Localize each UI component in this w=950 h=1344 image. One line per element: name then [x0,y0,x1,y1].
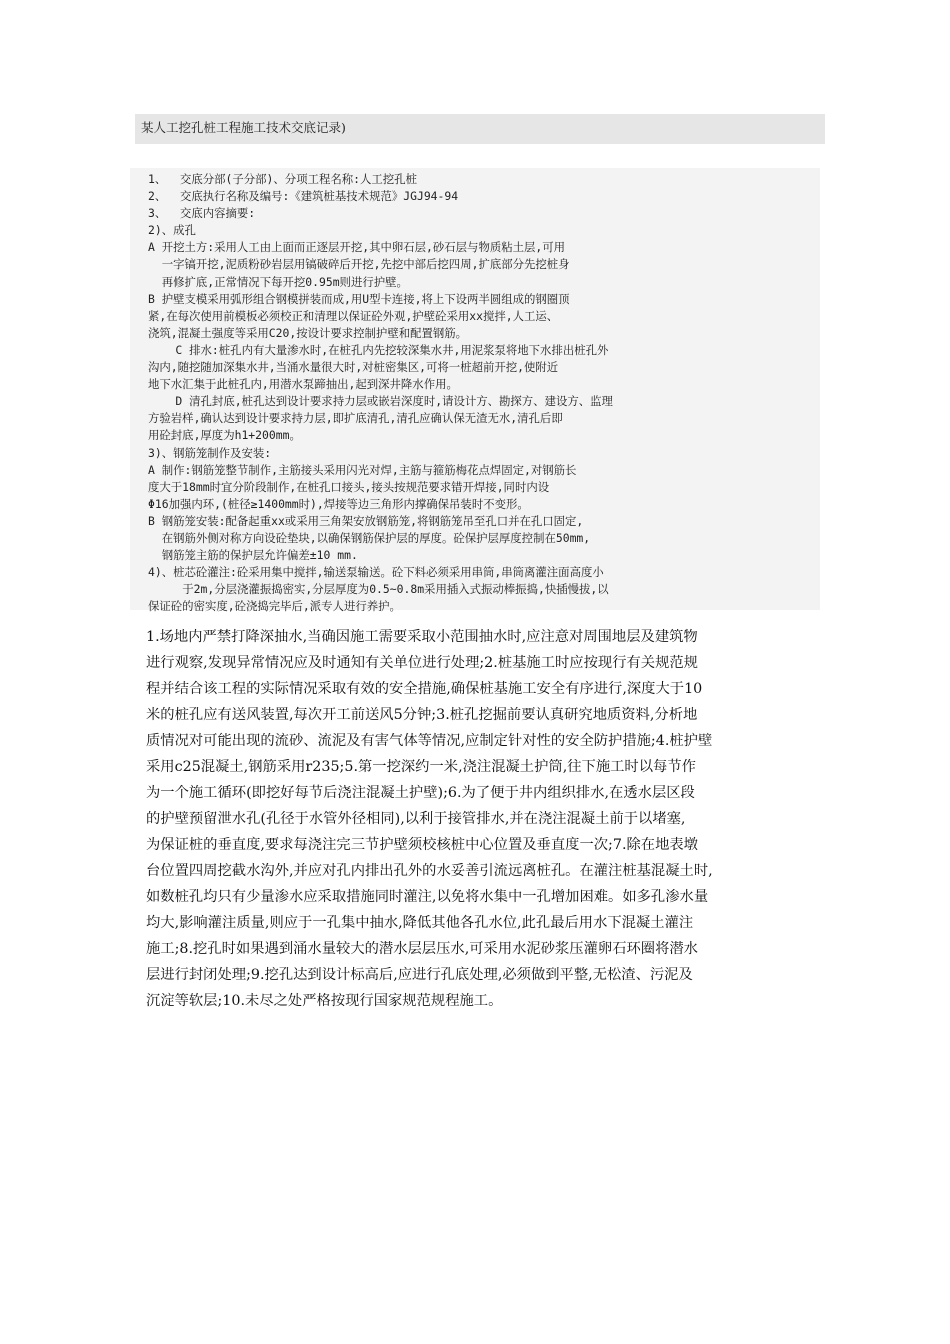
spec-line: 3、 交底内容摘要: [148,206,256,221]
paragraph-line: 程并结合该工程的实际情况采取有效的安全措施,确保桩基施工安全有序进行,深度大于10 [146,681,703,697]
paragraph-line: 如数桩孔均只有少量渗水应采取措施同时灌注,以免将水集中一孔增加困难。如多孔渗水量 [146,889,709,905]
spec-line: 一字镐开挖,泥质粉砂岩层用镐破碎后开挖,先挖中部后挖四周,扩底部分先挖桩身 [148,257,570,272]
spec-line: 3)、钢筋笼制作及安装: [148,445,272,460]
technical-disclosure-box [130,168,820,614]
paragraph-line: 为一个施工循环(即挖好每节后浇注混凝土护壁);6.为了便于井内组织排水,在透水层区段 [146,785,695,801]
spec-line: Φ16加强内环,(桩径≥1400mm时),焊接等边三角形内撑确保吊装时不变形。 [148,496,529,511]
spec-line: 4)、桩芯砼灌注:砼采用集中搅拌,输送泵输送。砼下料必须采用串筒,串筒离灌注面高度小 [148,565,604,580]
spec-line: 地下水汇集于此桩孔内,用潜水泵蹄抽出,起到深井降水作用。 [148,377,458,392]
spec-line: 钢筋笼主筋的保护层允许偏差±10 mm. [148,548,358,563]
paragraph-line: 层进行封闭处理;9.挖孔达到设计标高后,应进行孔底处理,必须做到平整,无松渣、污泥及 [146,967,693,983]
spec-line: B 钢筋笼安装:配备起重xx或采用三角架安放钢筋笼,将钢筋笼吊至孔口并在孔口固定, [148,513,584,528]
paragraph-line: 米的桩孔应有送风装置,每次开工前送风5分钟;3.桩孔挖掘前要认真研究地质资料,分析地 [146,707,698,723]
spec-line: A 开挖土方:采用人工由上面而正逐层开挖,其中卵石层,砂石层与物质粘土层,可用 [148,240,566,255]
spec-line: 方验岩样,确认达到设计要求持力层,即扩底清孔,清孔应确认保无渣无水,清孔后即 [148,411,563,426]
spec-line: 2)、成孔 [148,223,196,238]
spec-line: A 制作:钢筋笼整节制作,主筋接头采用闪光对焊,主筋与箍筋梅花点焊固定,对钢筋长 [148,462,577,477]
spec-line: 保证砼的密实度,砼浇捣完毕后,派专人进行养护。 [148,599,401,614]
paragraph-line: 为保证桩的垂直度,要求每浇注完三节护壁须校核桩中心位置及垂直度一次;7.除在地表墩 [146,837,698,853]
spec-line: C 排水:桩孔内有大量渗水时,在桩孔内先挖较深集水井,用泥浆泵将地下水排出桩孔外 [148,342,609,357]
paragraph-line: 进行观察,发现异常情况应及时通知有关单位进行处理;2.桩基施工时应按现行有关规范规 [146,655,698,671]
paragraph-line: 1.场地内严禁打降深抽水,当确因施工需要采取小范围抽水时,应注意对周围地层及建筑物 [146,629,698,645]
spec-line: 于2m,分层浇灌振捣密实,分层厚度为0.5~0.8m采用插入式振动棒振捣,快插慢拔,以 [148,582,609,597]
spec-line: 沟内,随挖随加深集水井,当涌水量很大时,对桩密集区,可将一桩超前开挖,使附近 [148,360,559,375]
paragraph-line: 沉淀等软层;10.未尽之处严格按现行国家规范规程施工。 [146,993,503,1009]
paragraph-line: 施工;8.挖孔时如果遇到涌水量较大的潜水层层压水,可采用水泥砂浆压灌卵石环圈将潜水 [146,941,698,957]
paragraph-line: 的护壁预留泄水孔(孔径于水管外径相同),以利于接管排水,并在浇注混凝土前于以堵塞, [146,811,686,827]
paragraph-line: 均大,影响灌注质量,则应于一孔集中抽水,降低其他各孔水位,此孔最后用水下混凝土灌注 [146,915,694,931]
paragraph-line: 采用c25混凝土,钢筋采用r235;5.第一挖深约一米,浇注混凝土护筒,往下施工时以每节作 [146,759,696,775]
spec-line: 1、 交底分部(子分部)、分项工程名称:人工挖孔桩 [148,172,417,186]
paragraph-line: 质情况对可能出现的流砂、流泥及有害气体等情况,应制定针对性的安全防护措施;4.桩护壁 [146,733,713,749]
paragraph-line: 台位置四周挖截水沟外,并应对孔内排出孔外的水妥善引流远离桩孔。在灌注桩基混凝土时, [146,863,713,879]
spec-line: 2、 交底执行名称及编号:《建筑桩基技术规范》JGJ94-94 [148,189,459,204]
spec-line: 在钢筋外侧对称方向设砼垫块,以确保钢筋保护层的厚度。砼保护层厚度控制在50mm, [148,530,591,545]
spec-line: 度大于18mm时宜分阶段制作,在桩孔口接头,接头按规范要求错开焊接,同时内设 [148,479,550,494]
spec-line: D 清孔封底,桩孔达到设计要求持力层或嵌岩深度时,请设计方、勘探方、建设方、监理 [148,394,613,409]
spec-line: 用砼封底,厚度为h1+200mm。 [148,428,301,443]
spec-line: B 护壁支模采用弧形组合钢模拼装而成,用U型卡连接,将上下设两半圆组成的钢圈顶 [148,291,570,306]
document-title: 某人工挖孔桩工程施工技术交底记录) [135,114,825,144]
safety-measures-paragraph [146,624,826,1014]
spec-line: 再修扩底,正常情况下每开挖0.95m则进行护壁。 [148,274,408,289]
spec-line: 浇筑,混凝土强度等采用C20,按设计要求控制护壁和配置钢筋。 [148,325,468,340]
spec-line: 紧,在每次使用前模板必须校正和清理以保证砼外观,护壁砼采用xx搅拌,人工运、 [148,308,559,323]
